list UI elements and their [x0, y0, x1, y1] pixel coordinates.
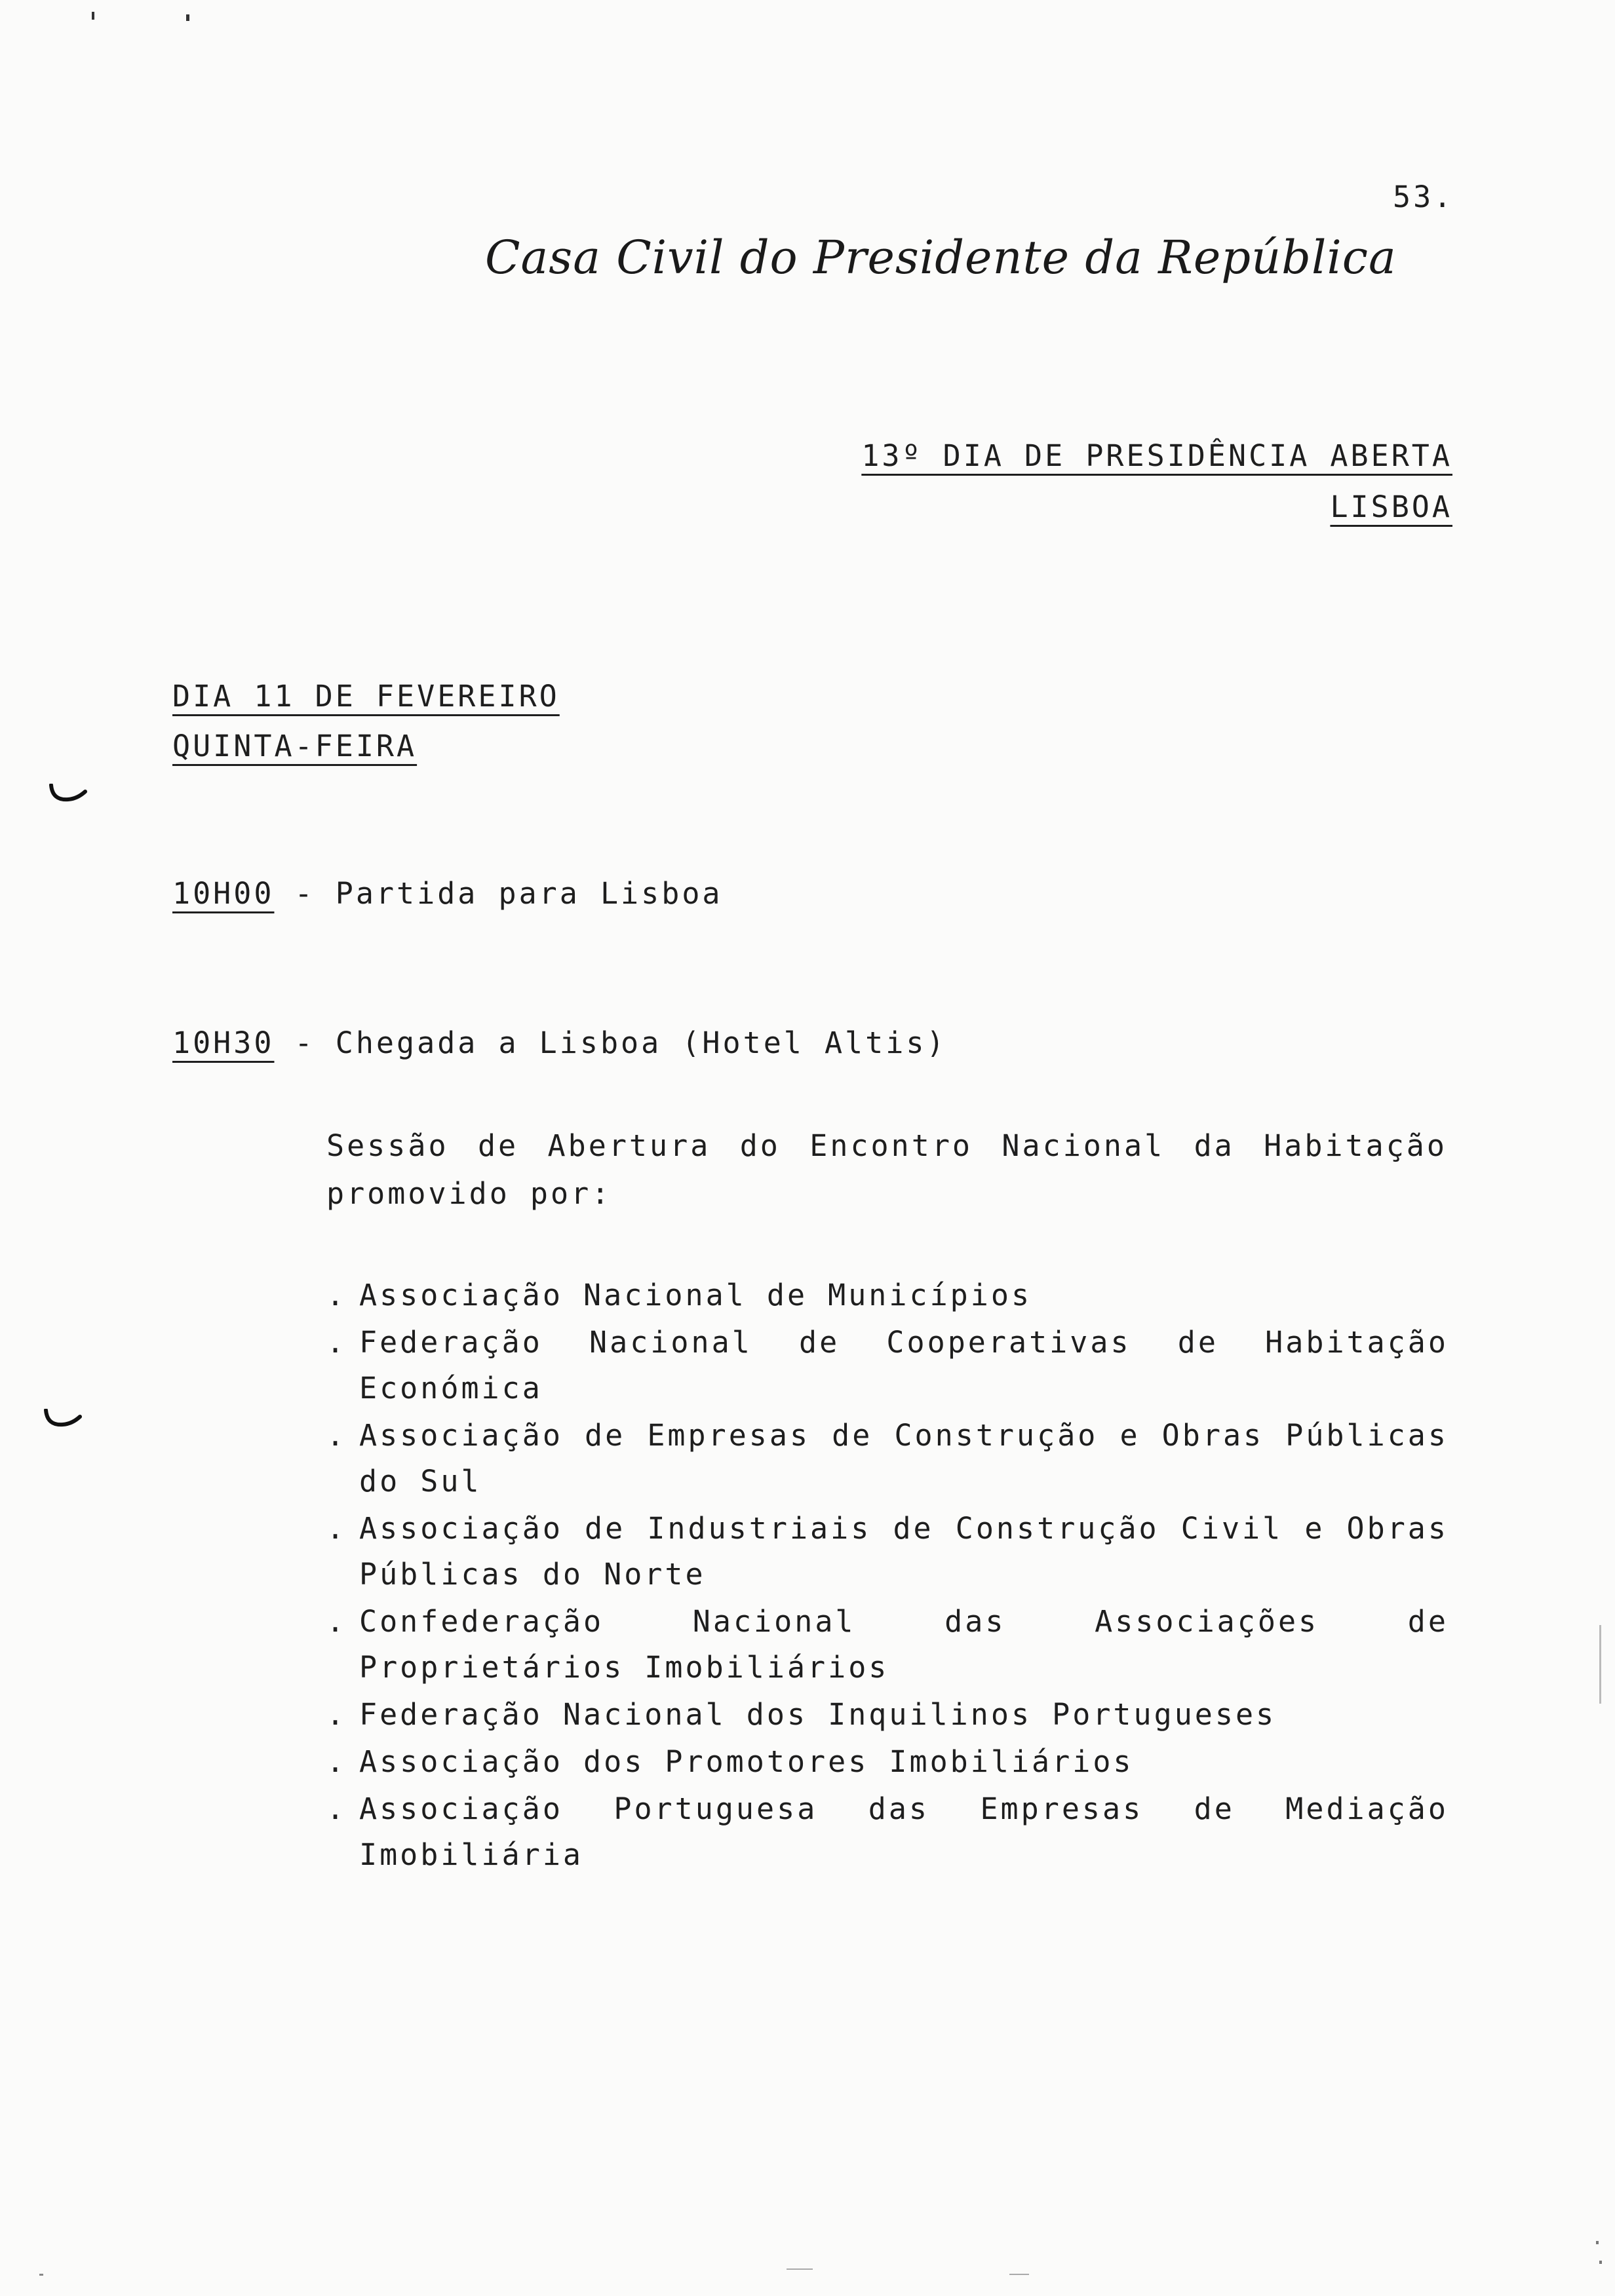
organization-name: Associação Portuguesa das Empresas de Mediação Imobiliária	[359, 1791, 1449, 1872]
speck	[787, 2268, 813, 2270]
organization-name: Associação Nacional de Municípios	[359, 1278, 1032, 1312]
speck	[92, 12, 94, 20]
bullet-marker: .	[326, 1744, 347, 1779]
organization-name: Federação Nacional de Cooperativas de Habitação Económica	[359, 1325, 1449, 1406]
speck	[1596, 2241, 1599, 2244]
organization-name: Confederação Nacional das Associações de Proprietários Imobiliários	[359, 1604, 1449, 1685]
page-number: 53.	[1393, 180, 1454, 214]
schedule-separator: -	[274, 1025, 336, 1060]
organization-name: Associação de Empresas de Construção e Obras Públicas do Sul	[359, 1418, 1449, 1499]
schedule-time: 10H30	[172, 1025, 275, 1060]
session-intro: Sessão de Abertura do Encontro Nacional da Habitação promovido por:	[326, 1128, 1447, 1211]
heading-city: LISBOA	[1330, 489, 1452, 524]
speck	[1009, 2274, 1029, 2275]
organization-name: Associação de Industriais de Construção Civil e Obras Públicas do Norte	[359, 1511, 1449, 1592]
speck	[186, 14, 189, 21]
bullet-marker: .	[326, 1791, 347, 1826]
bullet-marker: .	[326, 1278, 347, 1312]
bullet-marker: .	[326, 1511, 347, 1546]
speck	[39, 2274, 43, 2276]
letterhead-text: Casa Civil do Presidente da República	[485, 231, 1397, 284]
day-weekday: QUINTA-FEIRA	[172, 729, 418, 763]
day-date: DIA 11 DE FEVEREIRO	[172, 679, 560, 714]
bullet-marker: .	[326, 1604, 347, 1639]
organization-name: Associação dos Promotores Imobiliários	[359, 1744, 1134, 1779]
bullet-marker: .	[326, 1418, 347, 1453]
schedule-separator: -	[274, 876, 336, 911]
schedule-description: Partida para Lisboa	[335, 876, 723, 911]
bullet-marker: .	[326, 1325, 347, 1360]
schedule-description: Chegada a Lisboa (Hotel Altis)	[335, 1025, 947, 1060]
organization-name: Federação Nacional dos Inquilinos Portugueses	[359, 1697, 1277, 1732]
heading-title: 13º DIA DE PRESIDÊNCIA ABERTA	[861, 438, 1452, 473]
schedule-time: 10H00	[172, 876, 275, 911]
speck	[1599, 2261, 1602, 2264]
speck	[1599, 1625, 1601, 1704]
bullet-marker: .	[326, 1697, 347, 1732]
